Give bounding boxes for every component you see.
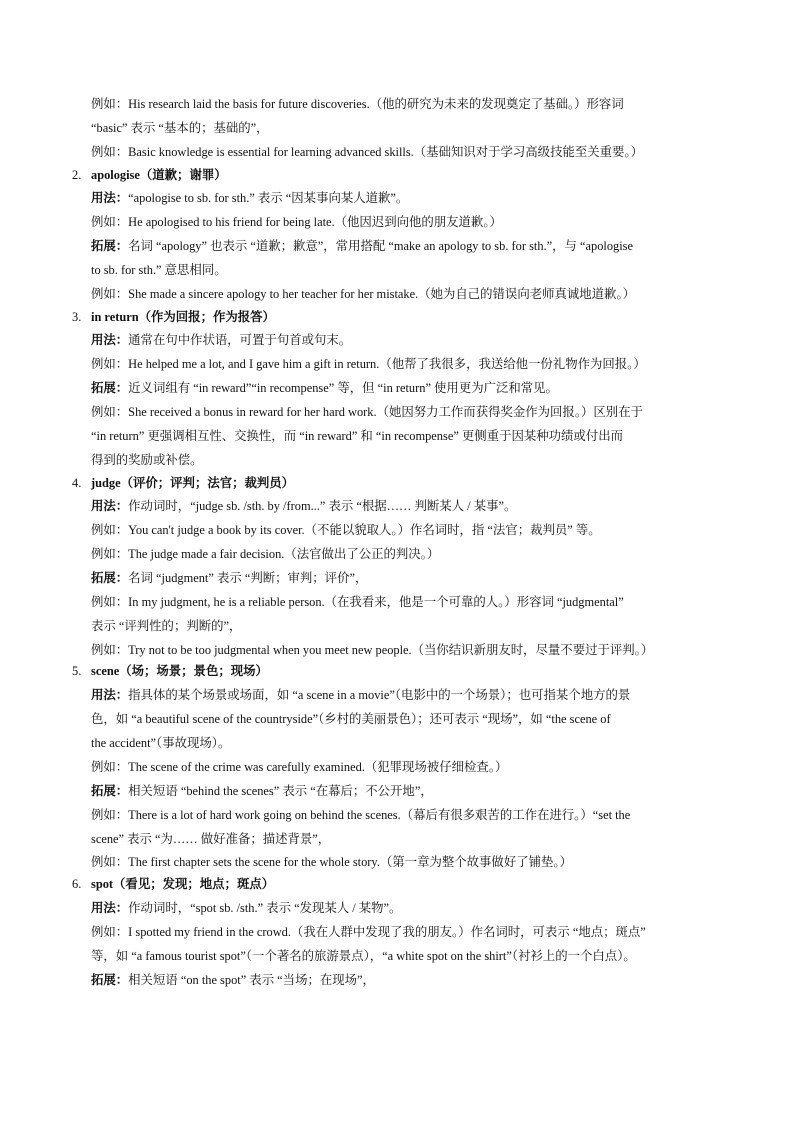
entry-heading-scene [72,663,268,679]
entry-term: judge [91,476,121,490]
entry-term: apologise [91,168,140,182]
example-line: 例如：The scene of the crime was carefully examined.（犯罪现场被仔细检查。） [91,760,508,774]
entry-term: spot [91,877,114,891]
entry-gloss: （作为回报；作为报答） [138,310,275,324]
text-line: “basic” 表示 “基本的；基础的”， [91,121,269,135]
entry-gloss: （评价；评判；法官；裁判员） [120,476,295,490]
entry-gloss: （场；场景；景色；现场） [119,664,268,678]
entry-gloss: （道歉；谢罪） [139,168,227,182]
example-line: 例如：Basic knowledge is essential for learning advanced skills.（基础知识对于学习高级技能至关重要。） [91,145,643,159]
text-line: scene” 表示 “为…… 做好准备；描述背景”， [91,832,331,846]
text-line: 得到的奖励或补偿。 [91,453,203,467]
example-line: 例如：The judge made a fair decision.（法官做出了公正的判决。） [91,547,440,561]
entry-number: 5. [72,664,82,678]
extension-line: 拓展：相关短语 “behind the scenes” 表示 “在幕后；不公开地”， [91,784,433,798]
entry-heading-judge [72,475,294,491]
usage-line: 用法：作动词时，“judge sb. /sth. by /from...” 表示 “根据…… 判断某人 / 某事”。 [91,499,517,513]
usage-line: 用法：“apologise to sb. for sth.” 表示 “因某事向某人道歉”。 [91,191,409,205]
entry-term: scene [91,664,120,678]
text-line: to sb. for sth.” 意思相同。 [91,263,227,277]
example-line: 例如：He apologised to his friend for being late.（他因迟到向他的朋友道歉。） [91,215,502,229]
example-line: 例如：The first chapter sets the scene for the whole story.（第一章为整个故事做好了铺垫。） [91,855,572,869]
example-line: 例如：She made a sincere apology to her teacher for her mistake.（她为自己的错误向老师真诚地道歉。） [91,287,636,301]
usage-line: 用法：作动词时，“spot sb. /sth.” 表示 “发现某人 / 某物”。 [91,901,402,915]
usage-line: 用法：通常在句中作状语，可置于句首或句末。 [91,333,352,347]
example-line: 例如：Try not to be too judgmental when you meet new people.（当你结识新朋友时，尽量不要过于评判。） [91,643,654,657]
extension-line: 拓展：相关短语 “on the spot” 表示 “当场；在现场”， [91,973,375,987]
example-line: 例如：There is a lot of hard work going on behind the scenes.（幕后有很多艰苦的工作在进行。）“set the [91,808,631,822]
extension-line: 拓展：名词 “apology” 也表示 “道歉；歉意”，常用搭配 “make an apology to sb. for sth.”，与 “apologise [91,239,633,253]
example-line: 例如：He helped me a lot, and I gave him a gift in return.（他帮了我很多，我送给他一份礼物作为回报。） [91,357,646,371]
text-line: “in return” 更强调相互性、交换性，而 “in reward” 和 “in recompense” 更侧重于因某种功绩或付出而 [91,429,623,443]
text-line: 等，如 “a famous tourist spot”（一个著名的旅游景点），“a white spot on the shirt”（衬衫上的一个白点）。 [91,949,636,963]
extension-line: 拓展：近义词组有 “in reward”“in recompense” 等，但 “in return” 使用更为广泛和常见。 [91,381,558,395]
entry-number: 6. [72,877,82,891]
entry-term: in return [91,310,139,324]
extension-line: 拓展：名词 “judgment” 表示 “判断；审判；评价”， [91,571,368,585]
text-line: 表示 “评判性的；判断的”， [91,619,242,633]
entry-number: 4. [72,476,82,490]
text-line: 色，如 “a beautiful scene of the countryside”（乡村的美丽景色）；还可表示 “现场”，如 “the scene of [91,712,611,726]
entry-gloss: （看见；发现；地点；斑点） [113,877,275,891]
example-line: 例如：She received a bonus in reward for her hard work.（她因努力工作而获得奖金作为回报。）区别在于 [91,405,643,419]
entry-number: 3. [72,310,82,324]
entry-heading-spot [72,876,274,892]
usage-line: 用法：指具体的某个场景或场面，如 “a scene in a movie”（电影中的一个场景）；也可指某个地方的景 [91,688,631,702]
example-line: 例如：In my judgment, he is a reliable person.（在我看来，他是一个可靠的人。）形容词 “judgmental” [91,595,624,609]
entry-number: 2. [72,168,82,182]
entry-heading-apologise [72,167,227,183]
example-line: 例如：I spotted my friend in the crowd.（我在人群中发现了我的朋友。）作名词时，可表示 “地点；斑点” [91,925,646,939]
example-line: 例如：His research laid the basis for future discoveries.（他的研究为未来的发现奠定了基础。）形容词 [91,97,624,111]
text-line: the accident”（事故现场）。 [91,736,231,750]
entry-heading-in-return [72,309,275,325]
example-line: 例如：You can't judge a book by its cover.（不能以貌取人。）作名词时，指 “法官；裁判员” 等。 [91,523,601,537]
